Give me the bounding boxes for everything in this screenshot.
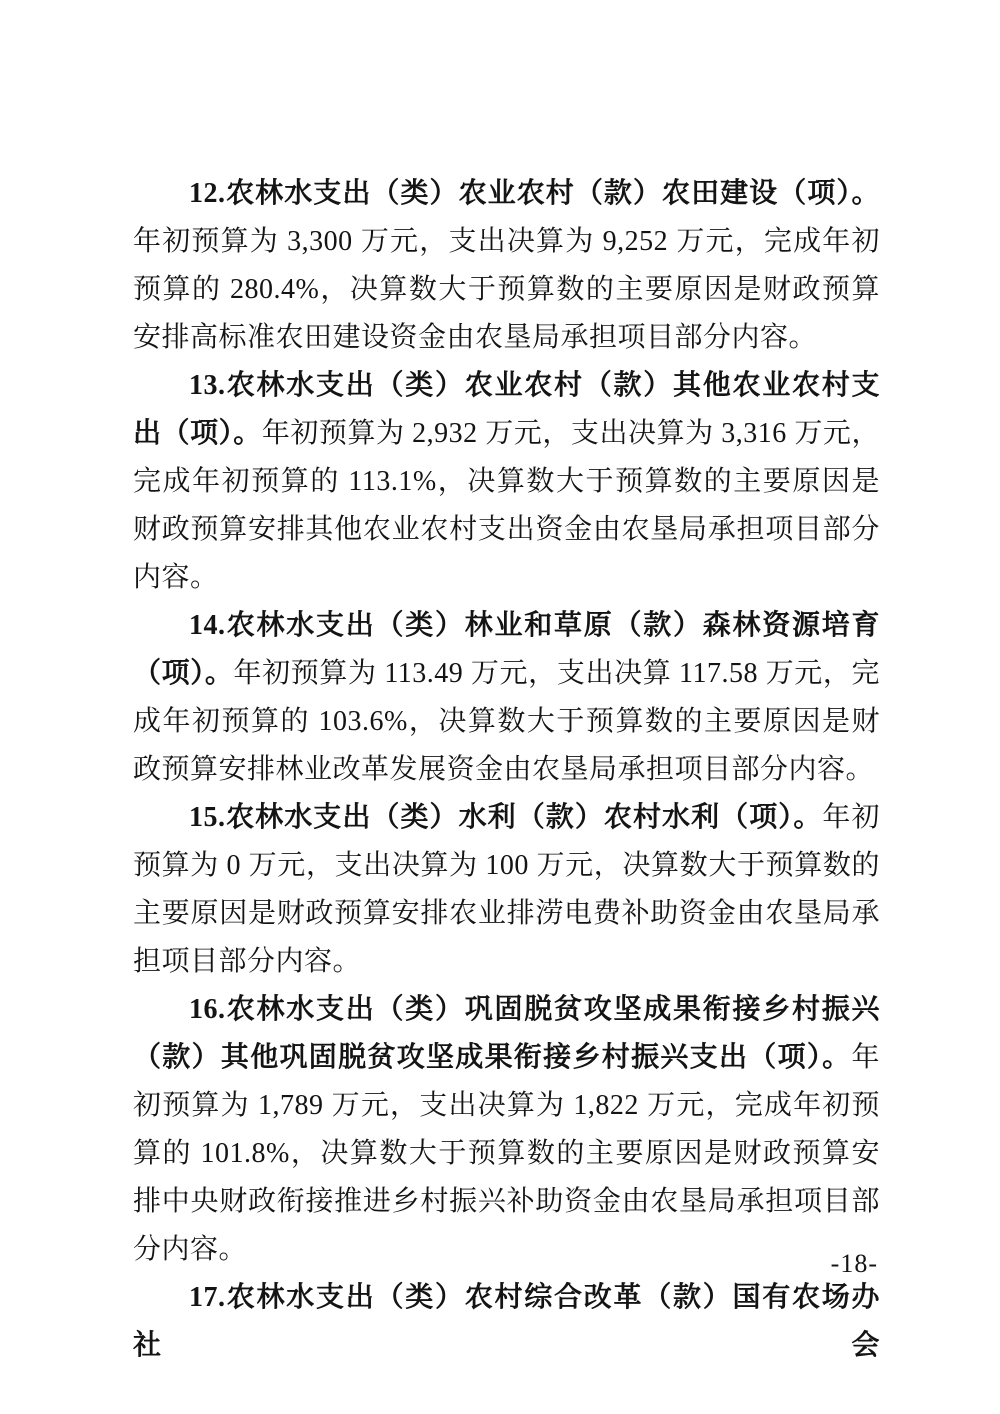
paragraph-item-13 xyxy=(133,362,880,602)
paragraph-heading: 17.农林水支出（类）农村综合改革（款）国有农场办社会 xyxy=(133,1282,880,1361)
paragraph-text: 年初预算为 1,789 万元，支出决算为 1,822 万元，完成年初预算的 101.8%，决算数大于预算数的主要原因是财政预算安排中央财政衔接推进乡村振兴补助资金由农垦局承担项目部分内容。 xyxy=(133,1042,880,1265)
paragraph-heading: 15.农林水支出（类）水利（款）农村水利（项）。 xyxy=(189,802,823,833)
paragraph-heading: 13.农林水支出（类）农业农村（款）其他农业农村支出（项）。 xyxy=(133,370,880,449)
paragraph-heading: 16.农林水支出（类）巩固脱贫攻坚成果衔接乡村振兴（款）其他巩固脱贫攻坚成果衔接乡村振兴支出（项）。 xyxy=(133,994,880,1073)
paragraph-text: 年初预算为 113.49 万元，支出决算 117.58 万元，完成年初预算的 103.6%，决算数大于预算数的主要原因是财政预算安排林业改革发展资金由农垦局承担项目部分内容。 xyxy=(133,658,880,785)
paragraph-item-17 xyxy=(133,1274,880,1370)
paragraph-item-12 xyxy=(133,170,880,362)
paragraph-text: 年初预算为 2,932 万元，支出决算为 3,316 万元，完成年初预算的 113.1%，决算数大于预算数的主要原因是财政预算安排其他农业农村支出资金由农垦局承担项目部分内容。 xyxy=(133,418,880,593)
paragraph-heading: 12.农林水支出（类）农业农村（款）农田建设（项）。 xyxy=(189,178,880,209)
paragraph-item-15 xyxy=(133,794,880,986)
document-body xyxy=(133,170,880,1370)
paragraph-text: 年初预算为 0 万元，支出决算为 100 万元，决算数大于预算数的主要原因是财政预算安排农业排涝电费补助资金由农垦局承担项目部分内容。 xyxy=(133,802,880,977)
paragraph-text: 年初预算为 3,300 万元，支出决算为 9,252 万元，完成年初预算的 280.4%，决算数大于预算数的主要原因是财政预算安排高标准农田建设资金由农垦局承担项目部分内容。 xyxy=(133,226,880,353)
page-number: -18- xyxy=(830,1249,878,1278)
paragraph-item-14 xyxy=(133,602,880,794)
paragraph-item-16 xyxy=(133,986,880,1274)
paragraph-heading: 14.农林水支出（类）林业和草原（款）森林资源培育（项）。 xyxy=(133,610,880,689)
